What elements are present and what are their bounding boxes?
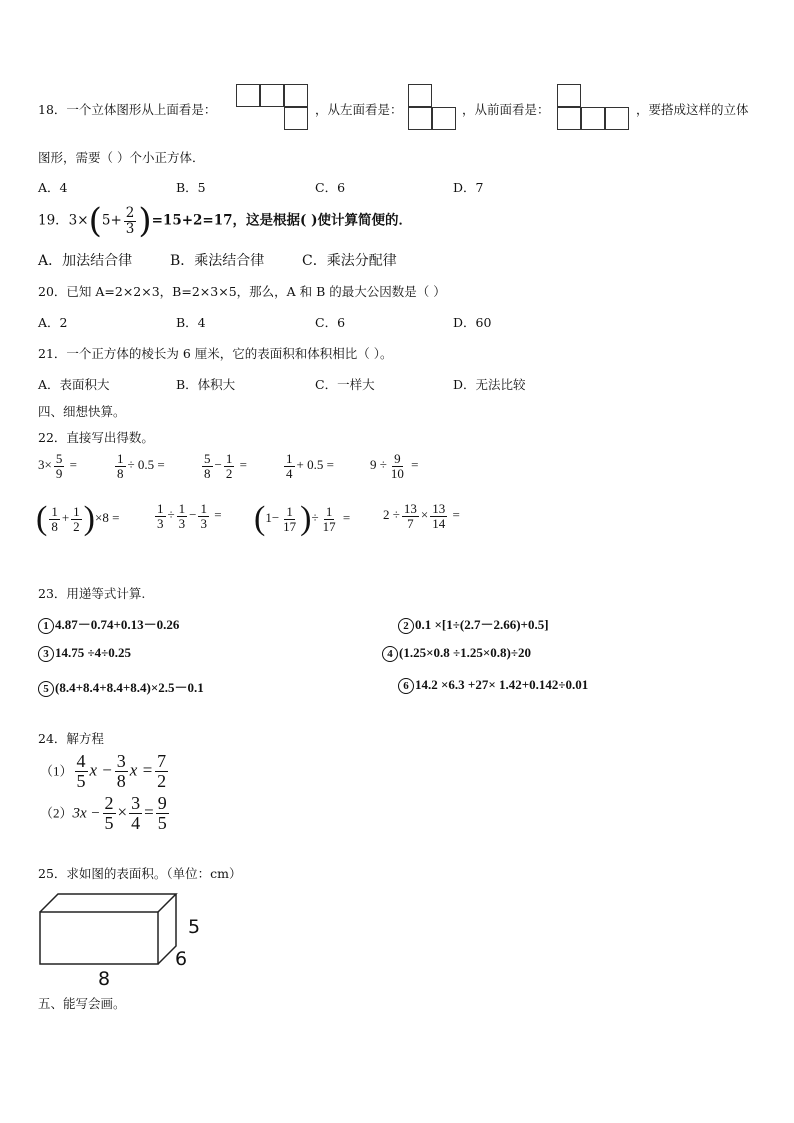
q19-option-c[interactable]: C．乘法分配律 (302, 253, 397, 269)
cuboid-figure (36, 890, 216, 990)
q18-option-d[interactable]: D．7 (453, 180, 484, 195)
cuboid-front-face (40, 912, 158, 964)
section-4-heading: 四、细想快算。 (38, 404, 126, 419)
section-5-heading: 五、能写会画。 (38, 996, 126, 1011)
q21-option-d[interactable]: D．无法比较 (453, 377, 526, 392)
q19-fraction: $\frac{2}{3}$ (125, 205, 135, 237)
q18-suffix: ，要搭成这样的立体 (636, 102, 749, 117)
q22-expr-2: $\frac{1}{8}$ ÷ 0.5 = (117, 451, 165, 481)
top-view-figure (236, 84, 310, 132)
q19-close-paren: ) (138, 201, 152, 241)
q24-title: 24．解方程 (38, 731, 104, 746)
q19-inner-whole: 5+ (101, 212, 122, 229)
q22-expr-3: $\frac{5}{8}$ − $\frac{1}{2}$ = (204, 451, 247, 481)
q19-open-paren: ( (88, 201, 102, 241)
cuboid-length-label: 8 (98, 968, 111, 990)
q20-option-b[interactable]: B．4 (176, 315, 206, 330)
q19-rest: =15+2=17，这是根据( )使计算简便的． (151, 212, 413, 229)
q18-prefix: 18．一个立体图形从上面看是： (38, 102, 217, 117)
q22-expr-9: 2 ÷ $\frac{13}{7}$ × $\frac{13}{14}$ = (383, 501, 460, 531)
q22-expr-6: ( $\frac{1}{8}$ + $\frac{1}{2}$ )×8 = (36, 500, 120, 537)
q19-option-a[interactable]: A．加法结合律 (38, 253, 133, 269)
q23-item-2: 2 0.1 ×[1÷(2.7－2.66)+0.5] (398, 614, 549, 634)
q24-equation-2: （2）3x − $\frac{2}{5}$ × $\frac{3}{4}$ = $\frac{9}{5}$ (40, 793, 167, 833)
q19-number: 19．3× (38, 212, 89, 229)
q21-option-b[interactable]: B．体积大 (176, 377, 236, 392)
q22-expr-7: $\frac{1}{3}$ ÷ $\frac{1}{3}$ − $\frac{1}{3}$ = (157, 501, 222, 531)
cuboid-width-label: 6 (175, 948, 188, 970)
left-view-figure (408, 84, 458, 132)
q18-mid2: ，从前面看是： (462, 102, 550, 117)
cuboid-height-label: 5 (188, 916, 201, 938)
q20-option-a[interactable]: A．2 (38, 315, 68, 330)
cuboid-side-face (158, 894, 176, 964)
q21-option-c[interactable]: C．一样大 (315, 377, 375, 392)
q19-line (38, 201, 413, 241)
q22-expr-4: $\frac{1}{4}$ + 0.5 = (286, 451, 334, 481)
q23-item-5: 5 (8.4+8.4+8.4+8.4)×2.5－0.1 (38, 677, 204, 697)
q18-option-b[interactable]: B．5 (176, 180, 206, 195)
q20-option-d[interactable]: D．60 (453, 315, 492, 330)
q18-mid1: ，从左面看是： (315, 102, 403, 117)
q23-item-1: 1 4.87－0.74+0.13－0.26 (38, 614, 179, 634)
q20-option-c[interactable]: C．6 (315, 315, 346, 330)
q25-title: 25．求如图的表面积。（单位：cm） (38, 866, 242, 881)
q19-option-b[interactable]: B．乘法结合律 (170, 253, 265, 269)
q23-item-3: 3 14.75 ÷4÷0.25 (38, 645, 131, 662)
q20-text: 20．已知 A=2×2×3，B=2×3×5，那么，A 和 B 的最大公因数是（ ） (38, 284, 446, 299)
q18-option-c[interactable]: C．6 (315, 180, 346, 195)
q22-expr-8: (1− $\frac{1}{17}$ )÷ $\frac{1}{17}$ = (254, 500, 351, 537)
q24-equation-1: （1） $\frac{4}{5}$ x − $\frac{3}{8}$ x = $\frac{7}{2}$ (40, 751, 167, 791)
q18-line2: 图形，需要（ ）个小正方体． (38, 150, 205, 165)
q18-line1 (38, 100, 216, 118)
q23-item-6: 6 14.2 ×6.3 +27× 1.42+0.142÷0.01 (398, 677, 588, 694)
cuboid-top-face (40, 894, 176, 912)
q22-title: 22．直接写出得数。 (38, 430, 154, 445)
q21-text: 21．一个正方体的棱长为 6 厘米，它的表面积和体积相比（ ）。 (38, 346, 393, 361)
q23-item-4: 4 (1.25×0.8 ÷1.25×0.8)÷20 (382, 645, 531, 662)
q18-option-a[interactable]: A．4 (38, 180, 68, 195)
q21-option-a[interactable]: A．表面积大 (38, 377, 110, 392)
q23-title: 23．用递等式计算. (38, 586, 146, 601)
q22-expr-1: 3× $\frac{5}{9}$ = (38, 451, 77, 481)
front-view-figure (557, 84, 631, 132)
q22-expr-5: 9 ÷ $\frac{9}{10}$ = (370, 451, 419, 481)
